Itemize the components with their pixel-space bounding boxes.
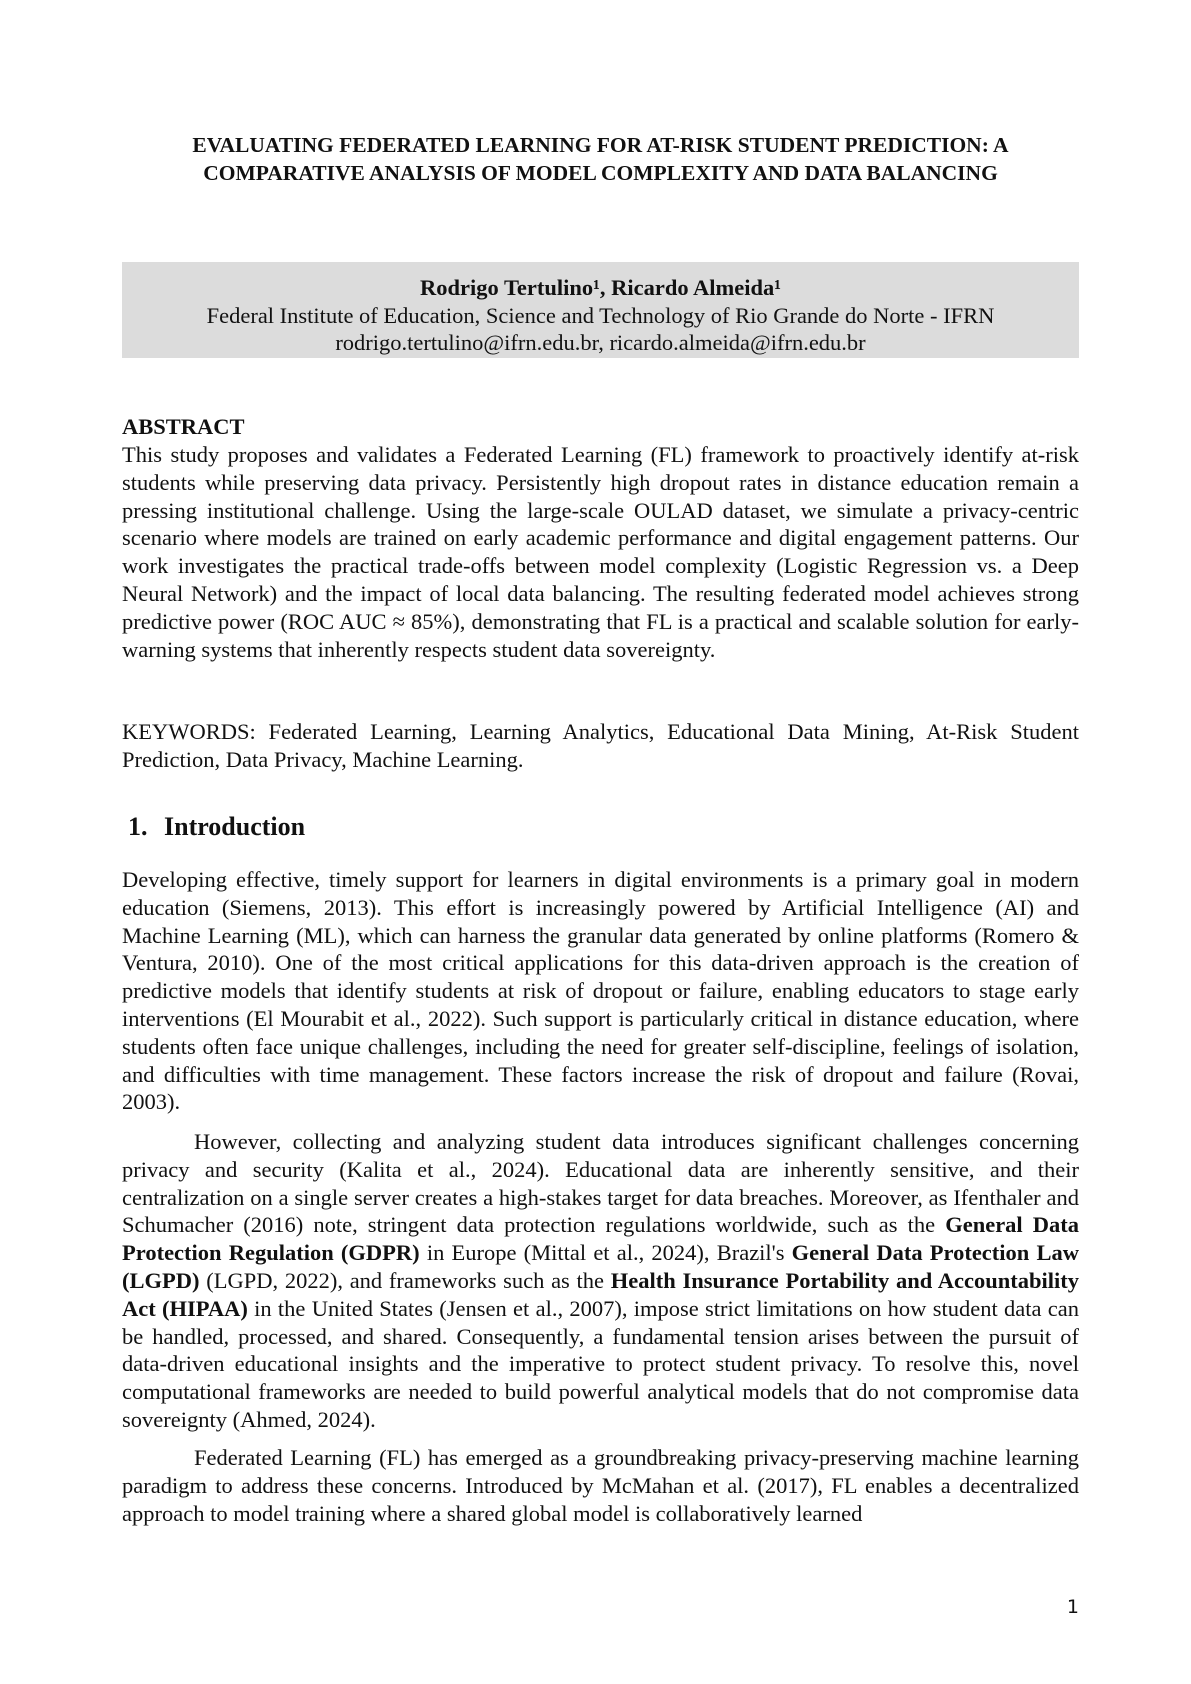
gdpr-term: General Data Protection Regulation (GDPR) — [122, 1212, 1080, 1266]
paper-title-line-1: EVALUATING FEDERATED LEARNING FOR AT-RISK STUDENT PREDICTION: A — [192, 133, 1009, 157]
section-number: 1. — [128, 812, 148, 841]
intro-paragraph-3: Federated Learning (FL) has emerged as a groundbreaking privacy-preserving machine learning paradigm to address these concerns. Introduced by McMahan et al. (2017), FL enables a decentralized approach to model training where a shared global model is collaboratively learned — [122, 1445, 1079, 1526]
section-heading-introduction — [128, 811, 305, 843]
author-names: Rodrigo Tertulino¹, Ricardo Almeida¹ — [419, 275, 781, 300]
hipaa-term: Health Insurance Portability and Accountability Act (HIPAA) — [122, 1267, 1079, 1321]
abstract-heading: ABSTRACT — [122, 414, 245, 439]
keywords: KEYWORDS: Federated Learning, Learning Analytics, Educational Data Mining, At-Risk Student Prediction, Data Privacy, Machine Learning. — [122, 719, 1079, 772]
intro-p2-text-b: in Europe (Mittal et al., 2024), Brazil's — [419, 1240, 792, 1266]
paper-title-line-2: COMPARATIVE ANALYSIS OF MODEL COMPLEXITY AND DATA BALANCING — [203, 161, 998, 185]
intro-p2-text-c: (LGPD, 2022), and frameworks such as the — [199, 1267, 611, 1293]
intro-paragraph-2 — [122, 1128, 1079, 1434]
author-emails: rodrigo.tertulino@ifrn.edu.br, ricardo.almeida@ifrn.edu.br — [335, 330, 866, 355]
intro-p2-text-d: in the United States (Jensen et al., 2007), impose strict limitations on how student data can be handled, processed, and shared. Consequently, a fundamental tension arises between the pursuit of data-driven educational insights and the imperative to protect student privacy. To resolve this, novel computational frameworks are needed to build powerful analytical models that do not compromise data sovereignty (Ahmed, 2024). — [122, 1295, 1079, 1432]
section-title: Introduction — [164, 812, 306, 841]
author-affiliation: Federal Institute of Education, Science and Technology of Rio Grande do Norte - IFRN — [206, 302, 995, 328]
intro-paragraph-1: Developing effective, timely support for learners in digital environments is a primary goal in modern education (Siemens, 2013). This effort is increasingly powered by Artificial Intelligence (AI) and Machine Learning (ML), which can harness the granular data generated by online platforms (Romero & Ventura, 2010). One of the most critical applications for this data-driven approach is the creation of predictive models that identify students at risk of dropout or failure, enabling educators to stage early interventions (El Mourabit et al., 2022). Such support is particularly critical in distance education, where students often face unique challenges, including the need for greater self-discipline, feelings of isolation, and difficulties with time management. These factors increase the risk of dropout and failure (Rovai, 2003). — [122, 867, 1079, 1115]
author-block — [122, 262, 1079, 358]
intro-p2-text-a: However, collecting and analyzing student data introduces significant challenges concerning privacy and security (Kalita et al., 2024). Educational data are inherently sensitive, and their centralization on a single server creates a high-stakes target for data breaches. Moreover, as Ifenthaler and Schumacher (2016) note, stringent data protection regulations worldwide, such as the — [122, 1129, 1079, 1238]
abstract-text: This study proposes and validates a Federated Learning (FL) framework to proactively identify at-risk students while preserving data privacy. Persistently high dropout rates in distance education remain a pressing institutional challenge. Using the large-scale OULAD dataset, we simulate a privacy-centric scenario where models are trained on early academic performance and digital engagement patterns. Our work investigates the practical trade-offs between model complexity (Logistic Regression vs. a Deep Neural Network) and the impact of local data balancing. The resulting federated model achieves strong predictive power (ROC AUC ≈ 85%), demonstrating that FL is a practical and scalable solution for early-warning systems that inherently respects student data sovereignty. — [122, 442, 1079, 662]
lgpd-term: General Data Protection Law (LGPD) — [122, 1240, 1079, 1293]
page-number: 1 — [1066, 1596, 1079, 1618]
paper-title — [122, 131, 1079, 187]
